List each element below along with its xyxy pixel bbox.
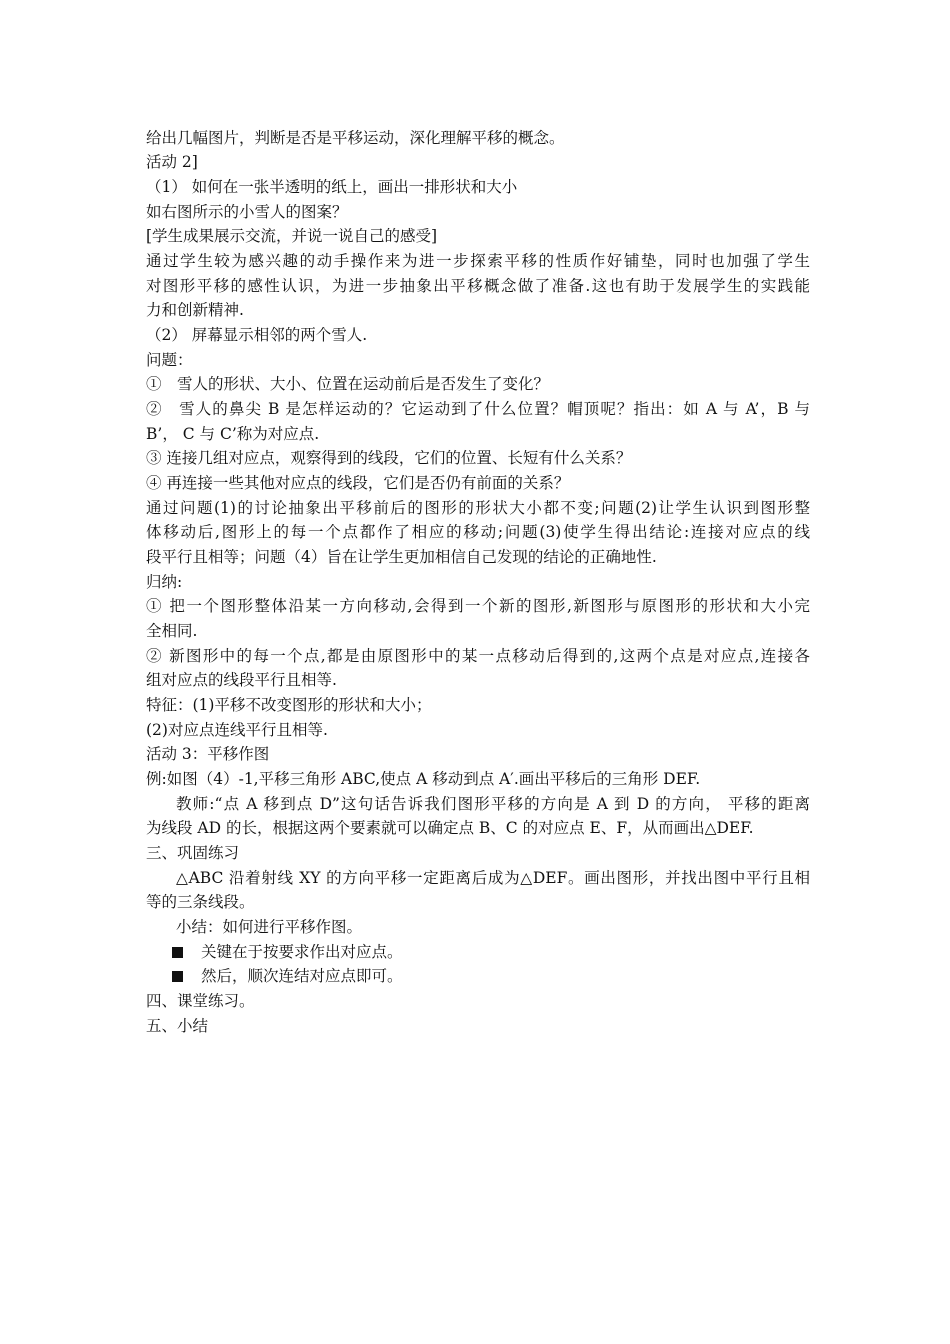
square-bullet-icon xyxy=(172,947,183,958)
summary-item: ② 新图形中的每一个点,都是由原图形中的某一点移动后得到的,这两个点是对应点,连接各 xyxy=(146,647,810,665)
section-heading: 三、巩固练习 xyxy=(146,844,240,862)
text-line: 力和创新精神. xyxy=(146,301,244,319)
text-line: （1） 如何在一张半透明的纸上，画出一排形状和大小 xyxy=(146,178,518,196)
question-item: ② 雪人的鼻尖 B 是怎样运动的？它运动到了什么位置？帽顶呢？指出：如 A 与 A’，B 与 xyxy=(146,400,810,418)
text-line: 等的三条线段。 xyxy=(146,893,255,911)
bullet-text: 然后，顺次连结对应点即可。 xyxy=(201,967,403,985)
summary-item: ① 把一个图形整体沿某一方向移动,会得到一个新的图形,新图形与原图形的形状和大小完 xyxy=(146,597,810,615)
text-line: [学生成果展示交流，并说一说自己的感受] xyxy=(146,227,438,245)
activity-3-heading: 活动 3：平移作图 xyxy=(146,745,270,763)
feature-line: (2)对应点连线平行且相等. xyxy=(146,721,328,739)
text-line: 对图形平移的感性认识，为进一步抽象出平移概念做了准备.这也有助于发展学生的实践能 xyxy=(146,277,810,295)
text-line: 段平行且相等；问题（4）旨在让学生更加相信自己发现的结论的正确地性. xyxy=(146,548,657,566)
feature-line: 特征：(1)平移不改变图形的形状和大小； xyxy=(146,696,432,714)
text-line: 小结：如何进行平移作图。 xyxy=(176,918,363,936)
bullet-text: 关键在于按要求作出对应点。 xyxy=(201,943,403,961)
question-item: ③ 连接几组对应点，观察得到的线段，它们的位置、长短有什么关系？ xyxy=(146,449,632,467)
question-heading: 问题： xyxy=(146,351,193,369)
section-heading: 五、小结 xyxy=(146,1017,209,1035)
text-line: 如右图所示的小雪人的图案？ xyxy=(146,203,348,221)
text-line: 通过问题(1)的讨论抽象出平移前后的图形的形状大小都不变;问题(2)让学生认识到图形整 xyxy=(146,499,810,517)
activity-2-heading: 活动 2] xyxy=(146,153,198,171)
text-line: 全相同. xyxy=(146,622,198,640)
text-line: B’， C 与 C’称为对应点. xyxy=(146,425,320,443)
question-item: ④ 再连接一些其他对应点的线段，它们是否仍有前面的关系？ xyxy=(146,474,570,492)
text-line: 教师:“点 A 移到点 D”这句话告诉我们图形平移的方向是 A 到 D 的方向， 平移的距离 xyxy=(176,795,810,813)
section-heading: 四、课堂练习。 xyxy=(146,992,255,1010)
text-line: 给出几幅图片，判断是否是平移运动，深化理解平移的概念。 xyxy=(146,129,565,147)
example-line: 例:如图（4）-1,平移三角形 ABC,使点 A 移动到点 A′.画出平移后的三角形 DEF. xyxy=(146,770,701,788)
text-line: （2） 屏幕显示相邻的两个雪人. xyxy=(146,326,368,344)
bullet-item xyxy=(172,964,772,988)
text-line: △ABC 沿着射线 XY 的方向平移一定距离后成为△DEF。画出图形，并找出图中平行且相 xyxy=(176,869,810,887)
summary-heading: 归纳: xyxy=(146,573,183,591)
text-line: 为线段 AD 的长，根据这两个要素就可以确定点 B、C 的对应点 E、F，从而画出△DEF. xyxy=(146,819,754,837)
text-line: 通过学生较为感兴趣的动手操作来为进一步探索平移的性质作好铺垫，同时也加强了学生 xyxy=(146,252,810,270)
text-line: 体移动后,图形上的每一个点都作了相应的移动;问题(3)使学生得出结论:连接对应点的线 xyxy=(146,523,810,541)
square-bullet-icon xyxy=(172,971,183,982)
text-line: 组对应点的线段平行且相等. xyxy=(146,671,337,689)
question-item: ① 雪人的形状、大小、位置在运动前后是否发生了变化？ xyxy=(146,375,550,393)
bullet-item xyxy=(172,940,772,964)
